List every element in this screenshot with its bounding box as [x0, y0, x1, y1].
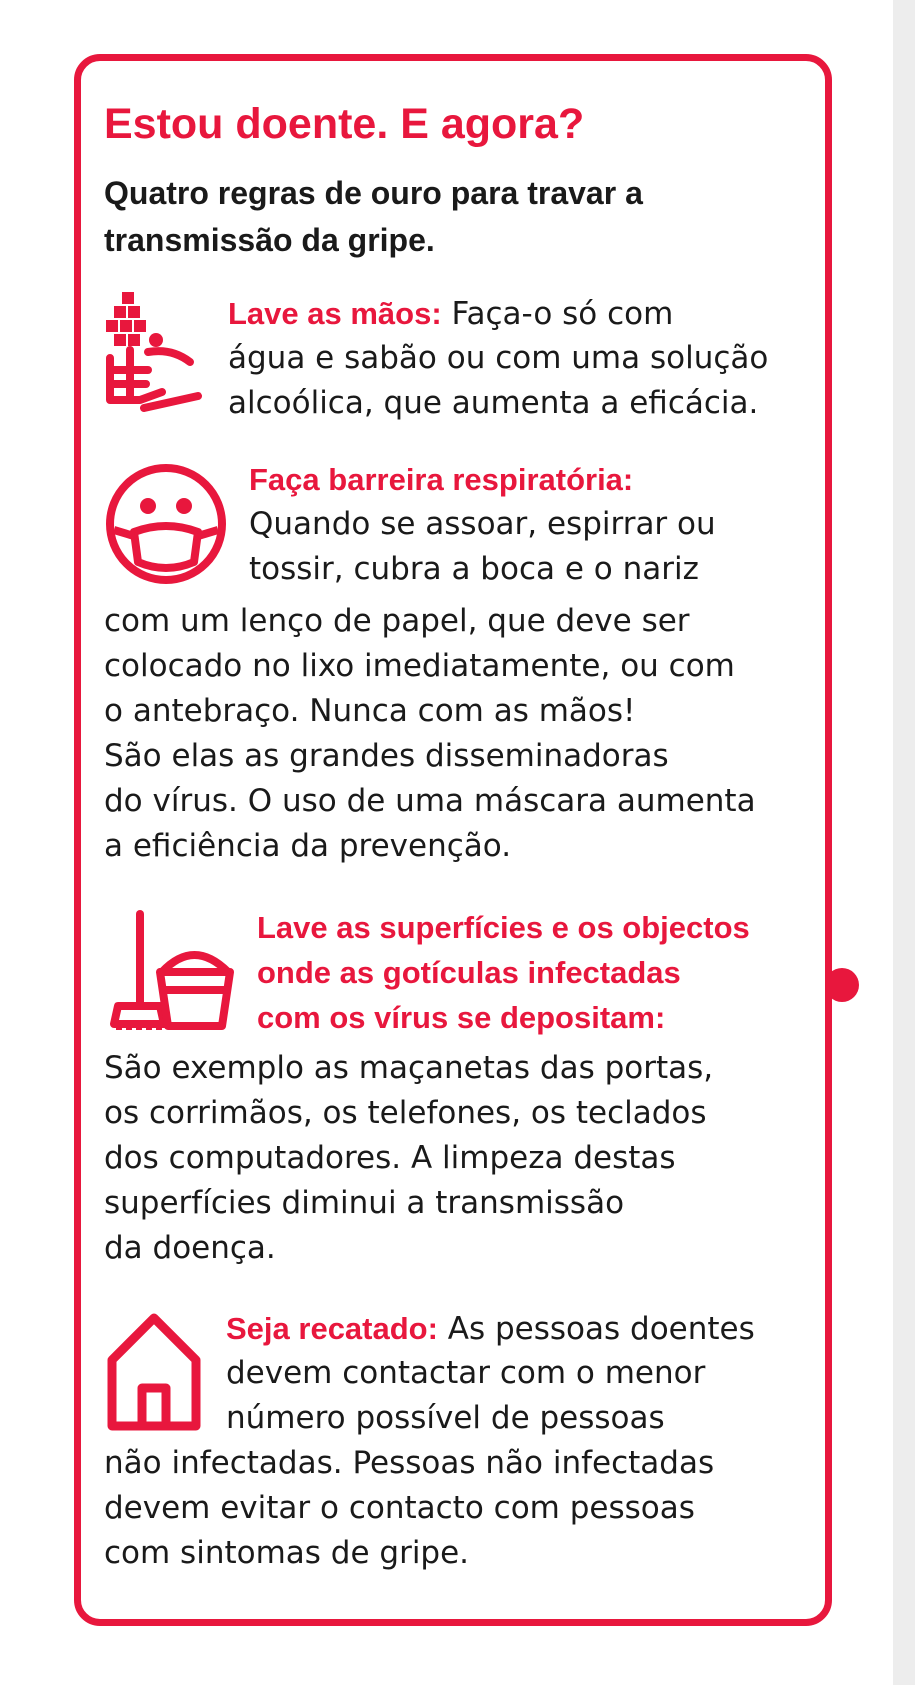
rule-recatado-head: [226, 1306, 755, 1441]
rule-text-line: da doença.: [104, 1230, 276, 1266]
page-title: Estou doente. E agora?: [104, 100, 585, 148]
rule-text-line: dos computadores. A limpeza destas: [104, 1140, 676, 1176]
rule-heading: Faça barreira respiratória:: [249, 462, 634, 497]
rule-heading: Seja recatado:: [226, 1311, 438, 1346]
rule-text-line: As pessoas doentes: [447, 1311, 755, 1347]
rule-text-line: os corrimãos, os telefones, os teclados: [104, 1095, 707, 1131]
mop-bucket-icon: [104, 910, 236, 1032]
rule-heading: Lave as superfícies e os objectos: [257, 910, 750, 945]
rule-text-line: tossir, cubra a boca e o nariz: [249, 551, 699, 587]
rule-respiratory-head: [249, 457, 716, 592]
rule-text-line: devem evitar o contacto com pessoas: [104, 1490, 695, 1526]
rule-recatado-body: [104, 1441, 714, 1576]
rule-surfaces-body: [104, 1046, 713, 1271]
rule-text-line: não infectadas. Pessoas não infectadas: [104, 1445, 715, 1481]
rule-text-line: superfícies diminui a transmissão: [104, 1185, 625, 1221]
rule-text-line: do vírus. O uso de uma máscara aumenta: [104, 783, 756, 819]
hand-washing-icon: [100, 288, 202, 420]
rule-text-line: São elas as grandes disseminadoras: [104, 738, 669, 774]
rule-text-line: água e sabão ou com uma solução: [228, 340, 769, 376]
rule-text-line: alcoólica, que aumenta a eficácia.: [228, 385, 759, 421]
rule-text-line: colocado no lixo imediatamente, ou com: [104, 648, 735, 684]
page-edge-strip: [893, 0, 915, 1685]
rule-surfaces-head: [257, 905, 750, 1040]
rule-text-line: devem contactar com o menor: [226, 1355, 706, 1391]
rule-text-line: Faça-o só com: [451, 296, 674, 332]
house-icon: [104, 1310, 204, 1434]
rule-text-line: Quando se assoar, espirrar ou: [249, 506, 716, 542]
rule-heading: com os vírus se depositam:: [257, 1000, 666, 1035]
rule-heading: Lave as mãos:: [228, 296, 442, 331]
face-mask-icon: [104, 462, 228, 586]
rule-wash-hands: [228, 291, 768, 426]
rule-text-line: número possível de pessoas: [226, 1400, 665, 1436]
rule-respiratory-body: [104, 599, 756, 869]
rule-text-line: São exemplo as maçanetas das portas,: [104, 1050, 714, 1086]
page-subtitle: Quatro regras de ouro para travar a transmissão da gripe.: [104, 175, 643, 258]
rule-text-line: a eficiência da prevenção.: [104, 828, 512, 864]
rule-text-line: com sintomas de gripe.: [104, 1535, 470, 1571]
border-dot: [825, 968, 859, 1002]
rule-text-line: o antebraço. Nunca com as mãos!: [104, 693, 636, 729]
rule-text-line: com um lenço de papel, que deve ser: [104, 603, 690, 639]
rule-heading: onde as gotículas infectadas: [257, 955, 681, 990]
